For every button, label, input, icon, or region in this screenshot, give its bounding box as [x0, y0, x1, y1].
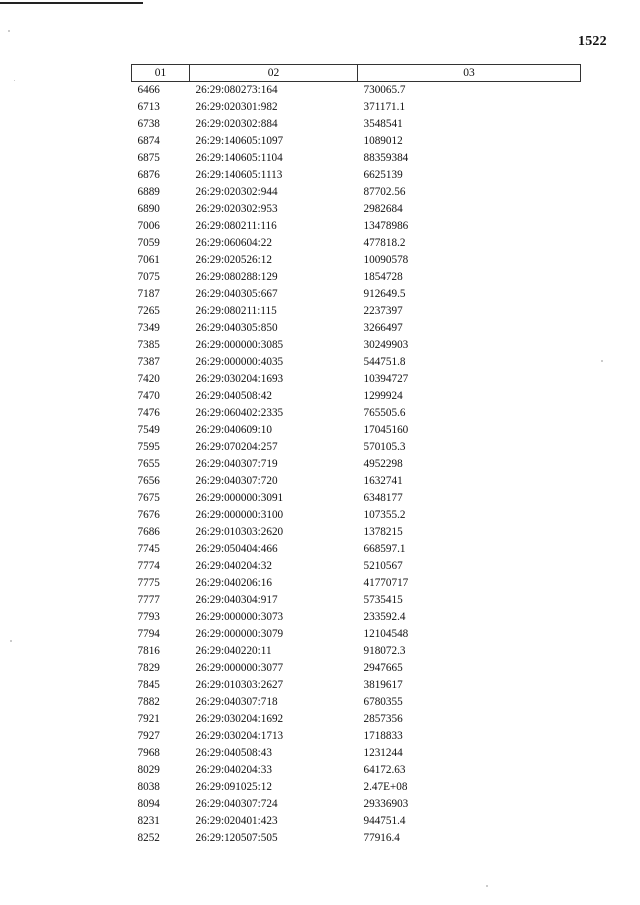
row-id-cell: 7927 — [137, 730, 160, 742]
row-id-cell: 6876 — [137, 169, 160, 181]
scan-speck — [8, 30, 10, 32]
cadastral-number-cell: 26:29:020302:944 — [195, 186, 278, 198]
cadastral-number-cell: 26:29:030204:1692 — [195, 713, 284, 725]
table-row — [132, 524, 581, 541]
top-rule — [0, 2, 143, 4]
value-cell: 730065.7 — [363, 84, 406, 96]
cadastral-number-cell: 26:29:040204:32 — [195, 560, 272, 572]
row-id-cell: 7882 — [137, 696, 160, 708]
cadastral-number-cell: 26:29:040508:42 — [195, 390, 272, 402]
value-cell: 3819617 — [363, 679, 403, 691]
row-id-cell: 7265 — [137, 305, 160, 317]
value-cell: 6348177 — [363, 492, 403, 504]
table-row — [132, 473, 581, 490]
value-cell: 544751.8 — [363, 356, 406, 368]
cadastral-number-cell: 26:29:030204:1693 — [195, 373, 284, 385]
value-cell: 944751.4 — [363, 815, 406, 827]
cadastral-number-cell: 26:29:040508:43 — [195, 747, 272, 759]
row-id-cell: 7075 — [137, 271, 160, 283]
table-body — [132, 82, 581, 848]
row-id-cell: 7686 — [137, 526, 160, 538]
cadastral-number-cell: 26:29:020302:884 — [195, 118, 278, 130]
table-row — [132, 456, 581, 473]
value-cell: 3548541 — [363, 118, 403, 130]
value-cell: 371171.1 — [363, 101, 406, 113]
value-cell: 2947665 — [363, 662, 403, 674]
row-id-cell: 8038 — [137, 781, 160, 793]
value-cell: 17045160 — [363, 424, 409, 436]
row-id-cell: 7968 — [137, 747, 160, 759]
row-id-cell: 7470 — [137, 390, 160, 402]
table-row — [132, 609, 581, 626]
row-id-cell: 6713 — [137, 101, 160, 113]
cadastral-number-cell: 26:29:140605:1113 — [195, 169, 283, 181]
row-id-cell: 6874 — [137, 135, 160, 147]
row-id-cell: 7061 — [137, 254, 160, 266]
value-cell: 77916.4 — [363, 832, 400, 844]
cadastral-number-cell: 26:29:040204:33 — [195, 764, 272, 776]
value-cell: 5210567 — [363, 560, 403, 572]
row-id-cell: 7385 — [137, 339, 160, 351]
table-row — [132, 660, 581, 677]
table-row — [132, 388, 581, 405]
value-cell: 13478986 — [363, 220, 409, 232]
cadastral-number-cell: 26:29:040609:10 — [195, 424, 272, 436]
cadastral-number-cell: 26:29:080211:115 — [195, 305, 277, 317]
cadastral-number-cell: 26:29:140605:1097 — [195, 135, 284, 147]
table-row — [132, 337, 581, 354]
cadastral-number-cell: 26:29:020526:12 — [195, 254, 272, 266]
scan-speck — [486, 885, 488, 887]
value-cell: 1718833 — [363, 730, 403, 742]
row-id-cell: 7777 — [137, 594, 160, 606]
value-cell: 10394727 — [363, 373, 409, 385]
cadastral-number-cell: 26:29:030204:1713 — [195, 730, 284, 742]
row-id-cell: 6889 — [137, 186, 160, 198]
table-row — [132, 796, 581, 813]
row-id-cell: 7794 — [137, 628, 160, 640]
row-id-cell: 7655 — [137, 458, 160, 470]
row-id-cell: 7745 — [137, 543, 160, 555]
cadastral-number-cell: 26:29:040304:917 — [195, 594, 278, 606]
table-row — [132, 218, 581, 235]
row-id-cell: 7187 — [137, 288, 160, 300]
row-id-cell: 8231 — [137, 815, 160, 827]
table-row — [132, 626, 581, 643]
table-row — [132, 320, 581, 337]
row-id-cell: 7656 — [137, 475, 160, 487]
value-cell: 912649.5 — [363, 288, 406, 300]
value-cell: 5735415 — [363, 594, 403, 606]
value-cell: 30249903 — [363, 339, 409, 351]
row-id-cell: 8252 — [137, 832, 160, 844]
table-row — [132, 371, 581, 388]
table-row — [132, 762, 581, 779]
value-cell: 765505.6 — [363, 407, 406, 419]
row-id-cell: 7006 — [137, 220, 160, 232]
row-id-cell: 7675 — [137, 492, 160, 504]
row-id-cell: 7349 — [137, 322, 160, 334]
value-cell: 233592.4 — [363, 611, 406, 623]
cadastral-number-cell: 26:29:040307:718 — [195, 696, 278, 708]
value-cell: 1089012 — [363, 135, 403, 147]
table-row — [132, 82, 581, 100]
scan-speck — [10, 640, 12, 642]
cadastral-number-cell: 26:29:000000:3073 — [195, 611, 284, 623]
value-cell: 1299924 — [363, 390, 403, 402]
value-cell: 1632741 — [363, 475, 403, 487]
row-id-cell: 7774 — [137, 560, 160, 572]
value-cell: 918072.3 — [363, 645, 406, 657]
table-row — [132, 830, 581, 847]
row-id-cell: 8029 — [137, 764, 160, 776]
cadastral-number-cell: 26:29:000000:3077 — [195, 662, 284, 674]
value-cell: 6780355 — [363, 696, 403, 708]
table-row — [132, 133, 581, 150]
cadastral-number-cell: 26:29:010303:2627 — [195, 679, 284, 691]
cadastral-number-cell: 26:29:040307:719 — [195, 458, 278, 470]
cadastral-number-cell: 26:29:080211:116 — [195, 220, 277, 232]
row-id-cell: 7059 — [137, 237, 160, 249]
value-cell: 1378215 — [363, 526, 403, 538]
cadastral-number-cell: 26:29:000000:3100 — [195, 509, 284, 521]
value-cell: 29336903 — [363, 798, 409, 810]
cadastral-number-cell: 26:29:040307:720 — [195, 475, 278, 487]
table-row — [132, 252, 581, 269]
table-row — [132, 677, 581, 694]
table-row — [132, 575, 581, 592]
cadastral-number-cell: 26:29:070204:257 — [195, 441, 278, 453]
row-id-cell: 7921 — [137, 713, 160, 725]
cadastral-number-cell: 26:29:060604:22 — [195, 237, 272, 249]
cadastral-number-cell: 26:29:040307:724 — [195, 798, 278, 810]
cadastral-number-cell: 26:29:060402:2335 — [195, 407, 284, 419]
table-row — [132, 99, 581, 116]
table-row — [132, 116, 581, 133]
row-id-cell: 6466 — [137, 84, 160, 96]
row-id-cell: 7793 — [137, 611, 160, 623]
table-row — [132, 541, 581, 558]
row-id-cell: 7845 — [137, 679, 160, 691]
value-cell: 41770717 — [363, 577, 409, 589]
row-id-cell: 7816 — [137, 645, 160, 657]
value-cell: 570105.3 — [363, 441, 406, 453]
row-id-cell: 7676 — [137, 509, 160, 521]
cadastral-number-cell: 26:29:000000:4035 — [195, 356, 284, 368]
cadastral-number-cell: 26:29:020401:423 — [195, 815, 278, 827]
cadastral-number-cell: 26:29:040220:11 — [195, 645, 272, 657]
table-row — [132, 269, 581, 286]
row-id-cell: 7420 — [137, 373, 160, 385]
value-cell: 2237397 — [363, 305, 403, 317]
table-row — [132, 167, 581, 184]
value-cell: 2857356 — [363, 713, 403, 725]
cadastral-number-cell: 26:29:091025:12 — [195, 781, 272, 793]
table-row — [132, 592, 581, 609]
table-row — [132, 507, 581, 524]
table-row — [132, 286, 581, 303]
value-cell: 668597.1 — [363, 543, 406, 555]
table-row — [132, 201, 581, 218]
cadastral-number-cell: 26:29:040305:850 — [195, 322, 278, 334]
row-id-cell: 6875 — [137, 152, 160, 164]
cadastral-number-cell: 26:29:120507:505 — [195, 832, 278, 844]
column-header-01: 01 — [132, 65, 190, 82]
value-cell: 10090578 — [363, 254, 409, 266]
row-id-cell: 7549 — [137, 424, 160, 436]
cadastral-number-cell: 26:29:020302:953 — [195, 203, 278, 215]
value-cell: 477818.2 — [363, 237, 406, 249]
table-row — [132, 422, 581, 439]
cadastral-number-cell: 26:29:050404:466 — [195, 543, 278, 555]
scan-speck — [14, 80, 15, 81]
value-cell: 107355.2 — [363, 509, 406, 521]
table-row — [132, 184, 581, 201]
table-row — [132, 711, 581, 728]
table-row — [132, 150, 581, 167]
scan-speck — [601, 360, 603, 362]
value-cell: 3266497 — [363, 322, 403, 334]
cadastral-number-cell: 26:29:000000:3085 — [195, 339, 284, 351]
row-id-cell: 7829 — [137, 662, 160, 674]
cadastral-number-cell: 26:29:040305:667 — [195, 288, 278, 300]
value-cell: 1231244 — [363, 747, 403, 759]
table-header-row — [132, 65, 581, 82]
row-id-cell: 7387 — [137, 356, 160, 368]
cadastral-number-cell: 26:29:010303:2620 — [195, 526, 284, 538]
value-cell: 64172.63 — [363, 764, 406, 776]
table-row — [132, 490, 581, 507]
cadastral-number-cell: 26:29:020301:982 — [195, 101, 278, 113]
value-cell: 6625139 — [363, 169, 403, 181]
cadastral-number-cell: 26:29:000000:3091 — [195, 492, 284, 504]
cadastral-number-cell: 26:29:140605:1104 — [195, 152, 283, 164]
table-row — [132, 354, 581, 371]
table-row — [132, 813, 581, 830]
value-cell: 1854728 — [363, 271, 403, 283]
row-id-cell: 7595 — [137, 441, 160, 453]
table-row — [132, 405, 581, 422]
table-row — [132, 694, 581, 711]
value-cell: 88359384 — [363, 152, 409, 164]
value-cell: 4952298 — [363, 458, 403, 470]
row-id-cell: 7476 — [137, 407, 160, 419]
value-cell: 87702.56 — [363, 186, 406, 198]
table-row — [132, 779, 581, 796]
column-header-03: 03 — [358, 65, 581, 82]
value-cell: 2.47E+08 — [363, 781, 408, 793]
value-cell: 12104548 — [363, 628, 409, 640]
row-id-cell: 7775 — [137, 577, 160, 589]
table-row — [132, 558, 581, 575]
data-table — [131, 64, 581, 847]
cadastral-number-cell: 26:29:080273:164 — [195, 84, 278, 96]
table-row — [132, 439, 581, 456]
table-row — [132, 235, 581, 252]
row-id-cell: 6738 — [137, 118, 160, 130]
table-row — [132, 303, 581, 320]
table-row — [132, 745, 581, 762]
row-id-cell: 6890 — [137, 203, 160, 215]
column-header-02: 02 — [190, 65, 358, 82]
table-row — [132, 643, 581, 660]
value-cell: 2982684 — [363, 203, 403, 215]
page-number: 1522 — [578, 34, 607, 49]
row-id-cell: 8094 — [137, 798, 160, 810]
cadastral-number-cell: 26:29:040206:16 — [195, 577, 272, 589]
cadastral-number-cell: 26:29:080288:129 — [195, 271, 278, 283]
table-row — [132, 728, 581, 745]
cadastral-number-cell: 26:29:000000:3079 — [195, 628, 284, 640]
